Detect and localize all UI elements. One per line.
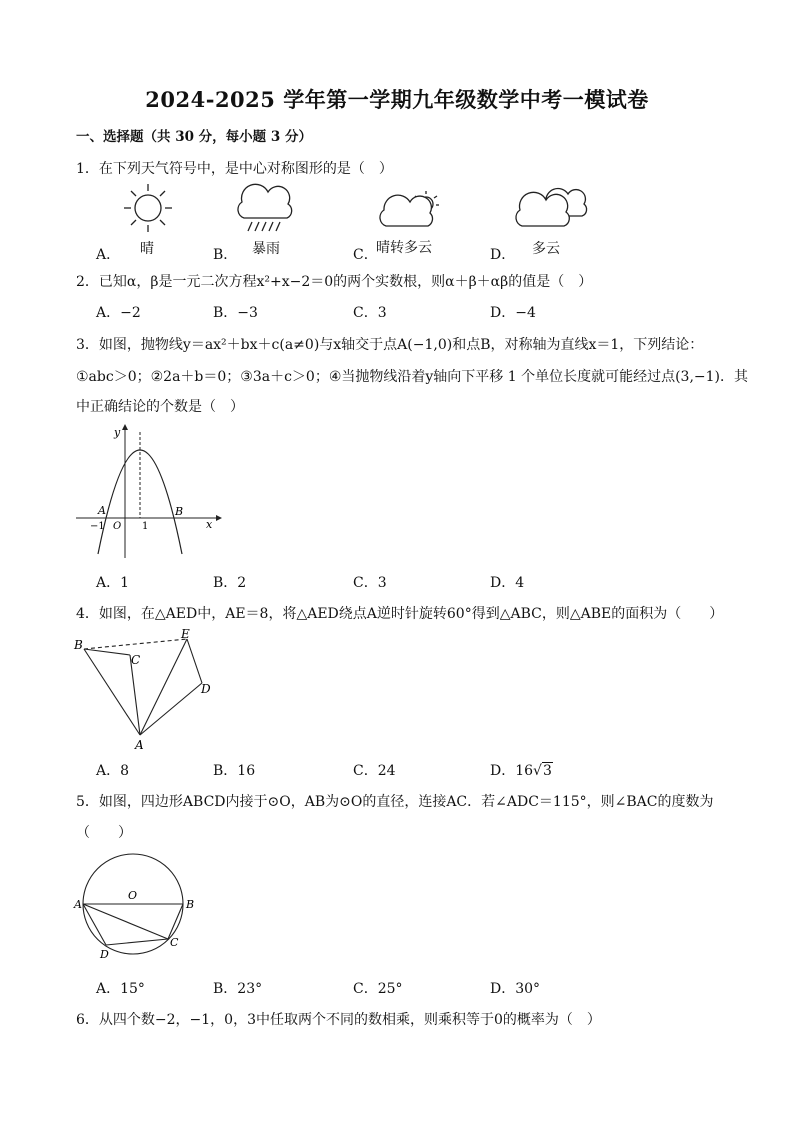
q3-option-d[interactable]: D．4 — [490, 575, 525, 591]
q1-figures — [0, 180, 794, 240]
q5-option-b[interactable]: B．23° — [213, 981, 263, 997]
q2-option-d[interactable]: D．−4 — [490, 305, 536, 321]
q4-option-d-prefix: D．16 — [490, 763, 534, 779]
q6-stem: 6．从四个数−2，−1，0，3中任取两个不同的数相乘，则乘积等于0的概率为（ ） — [76, 1012, 601, 1028]
sqrt-symbol: √ — [533, 763, 542, 779]
q5-circle-figure — [70, 846, 210, 966]
q5-stem-line2: （ ） — [76, 825, 132, 841]
q1-option-d-label: 多云 — [532, 241, 560, 257]
q4-option-a[interactable]: A．8 — [96, 763, 130, 779]
q3-stem-line1: 3．如图，抛物线y＝ax²＋bx＋c(a≠0)与x轴交于点A(−1,0)和点B，对称轴为直线x＝1，下列结论： — [76, 337, 704, 353]
q1-option-a-label: 晴 — [140, 241, 154, 257]
q1-option-c-letter[interactable]: C． — [353, 247, 378, 263]
segment-ed — [187, 639, 202, 683]
point-a-label: A — [98, 504, 106, 517]
segment-ac — [130, 655, 140, 735]
point-a-label: A — [135, 738, 144, 752]
q1-option-c-label: 晴转多云 — [376, 240, 432, 256]
point-a-label: A — [74, 898, 82, 911]
q1-option-b-letter[interactable]: B． — [213, 247, 238, 263]
q4-option-d[interactable] — [490, 760, 553, 780]
exam-title: 2024-2025 学年第一学期九年级数学中考一模试卷 — [145, 87, 649, 112]
q2-option-a[interactable]: A．−2 — [96, 305, 141, 321]
x-axis-arrow — [216, 515, 222, 521]
segment-be — [84, 639, 187, 649]
point-b-label: B — [186, 898, 195, 911]
segment-dc — [106, 939, 168, 945]
segment-bc — [84, 649, 130, 655]
q1-option-a-letter[interactable]: A． — [96, 247, 121, 263]
q4-stem: 4．如图，在△AED中，AE＝8，将△AED绕点A逆时针旋转60°得到△ABC，则△ABE的面积为（ ） — [76, 606, 724, 622]
rain-cloud-icon — [238, 184, 292, 231]
q4-option-b[interactable]: B．16 — [213, 763, 256, 779]
q2-option-b[interactable]: B．−3 — [213, 305, 258, 321]
point-b-label: B — [175, 505, 184, 518]
q4-option-d-radicand: 3 — [542, 763, 552, 779]
sun-behind-cloud-icon — [380, 191, 439, 226]
origin-label: O — [113, 521, 122, 532]
segment-bc — [168, 904, 183, 939]
segment-ac — [83, 904, 168, 939]
sun-icon — [124, 184, 172, 232]
tick-label-1: 1 — [142, 521, 149, 532]
x-axis-label: x — [206, 518, 213, 531]
y-axis-label: y — [114, 426, 121, 439]
point-c-label: C — [170, 936, 179, 949]
q3-stem-line2: ①abc＞0；②2a＋b＝0；③3a＋c＞0；④当抛物线沿着y轴向下平移 1 个单位长度就可能经过点(3,−1)．其 — [76, 369, 749, 385]
q3-stem-line3: 中正确结论的个数是（ ） — [76, 399, 244, 415]
point-c-label: C — [131, 653, 141, 667]
q2-option-c[interactable]: C．3 — [353, 305, 387, 321]
q3-option-a[interactable]: A．1 — [96, 575, 130, 591]
q3-parabola-figure — [70, 422, 230, 562]
q4-option-c[interactable]: C．24 — [353, 763, 396, 779]
section-heading: 一、选择题（共 30 分，每小题 3 分） — [76, 129, 312, 145]
q4-rotation-figure — [70, 625, 220, 753]
point-e-label: E — [181, 627, 190, 641]
cloud-icon — [516, 188, 587, 226]
q2-stem: 2．已知α，β是一元二次方程x²+x−2＝0的两个实数根，则α＋β＋αβ的值是（ ） — [76, 274, 593, 290]
q5-option-c[interactable]: C．25° — [353, 981, 403, 997]
point-d-label: D — [201, 682, 211, 696]
q1-option-b-label: 暴雨 — [252, 241, 280, 257]
y-axis-arrow — [122, 424, 128, 430]
point-d-label: D — [100, 948, 109, 961]
segment-ad — [140, 683, 202, 735]
center-o-label: O — [128, 889, 138, 902]
q1-option-d-letter[interactable]: D． — [490, 247, 516, 263]
q3-option-c[interactable]: C．3 — [353, 575, 387, 591]
q5-option-d[interactable]: D．30° — [490, 981, 541, 997]
tick-label-neg1: −1 — [90, 521, 105, 532]
q5-option-a[interactable]: A．15° — [96, 981, 145, 997]
segment-ae — [140, 639, 187, 735]
point-b-label: B — [74, 638, 83, 652]
q1-stem: 1．在下列天气符号中，是中心对称图形的是（ ） — [76, 161, 393, 177]
segment-ad — [83, 904, 106, 945]
q3-option-b[interactable]: B．2 — [213, 575, 247, 591]
q5-stem-line1: 5．如图，四边形ABCD内接于⊙O，AB为⊙O的直径，连接AC．若∠ADC＝115°，则∠BAC的度数为 — [76, 794, 714, 810]
